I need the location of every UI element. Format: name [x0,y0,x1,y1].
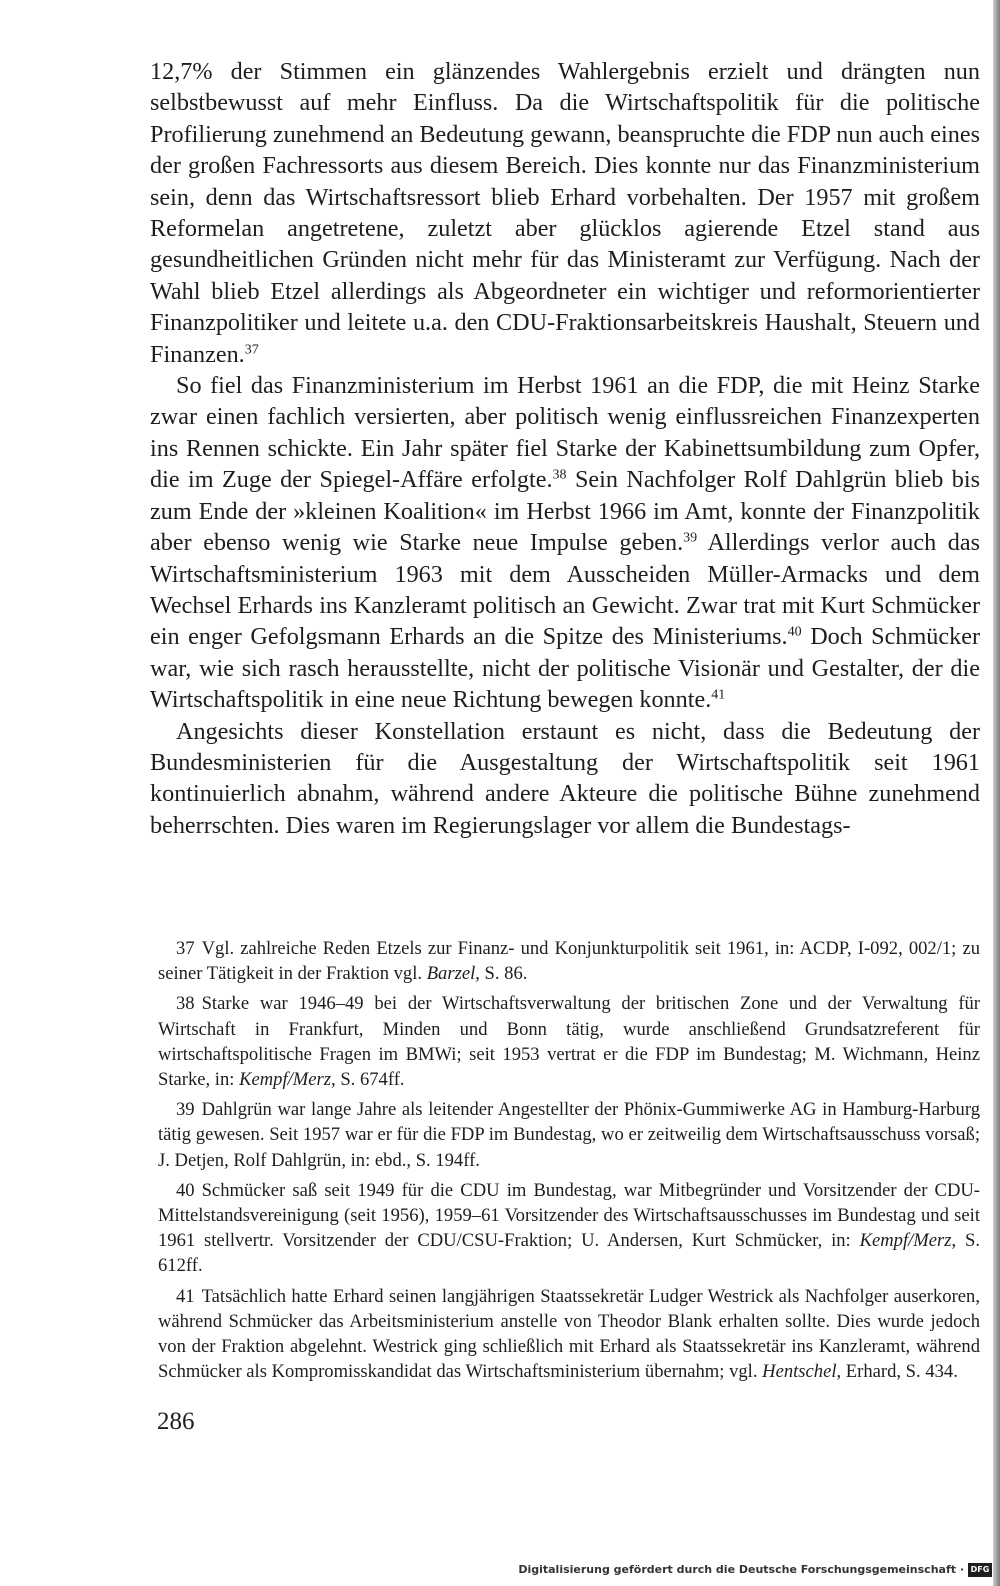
text-run: Starke war 1946–49 bei der Wirtschaftsverwaltung der britischen Zone und der Verwaltung für Wirtschaft in Frankfurt, Minden und Bonn tätig, wurde anschließend Grundsatzreferent für wirtschaftspolitische Fragen im BMWi; seit 1953 vertrat er die FDP im Bundestag; M. Wichmann, Heinz Starke, in: [158,993,980,1091]
footnote-text [158,1099,980,1170]
italic-citation: Hentschel [762,1361,837,1383]
paragraph [150,716,980,842]
footnote-ref: 37 [244,340,259,357]
footnote-text [158,938,980,984]
footnote-text [158,1180,980,1277]
paragraph [150,56,980,370]
footnote-number: 37 [176,938,195,959]
text-run: Dahlgrün war lange Jahre als leitender Angestellter der Phönix-Gummiwerke AG in Hamburg-Harburg tätig gewesen. Seit 1957 war er für die FDP im Bundestag, wo er zeitweilig dem Wirtschaftsausschuss vorsaß; J. Detjen, Rolf Dahlgrün, in: ebd., S. 194ff. [158,1099,980,1171]
text-run: Sein Nachfolger Rolf Dahlgrün blieb bis zum Ende der »kleinen Koalition« im Herbst 1966 im Amt, konnte der Finanzpolitik aber ebenso wenig wie Starke neue Impulse geben. [150,466,980,557]
footnote-text [158,993,980,1090]
italic-citation: Barzel [426,963,476,985]
text-run: So fiel das Finanzministerium im Herbst 1961 an die FDP, die mit Heinz Starke zwar einen fachlich versierten, aber politisch wenig einflussreichen Finanzexperten ins Rennen schickte. Ein Jahr später fiel Starke der Kabinettsumbildung zum Opfer, die im Zuge der Spiegel-Affäre erfolgte. [150,372,980,494]
footnote-ref: 38 [552,466,567,483]
footnote-ref: 39 [683,529,698,546]
footnote-37 [158,936,980,986]
footnote-number: 39 [176,1099,195,1121]
italic-citation: Kempf/Merz [239,1069,332,1091]
paragraph [150,370,980,715]
text-run: Angesichts dieser Konstellation erstaunt es nicht, dass die Bedeutung der Bundesministerien für die Ausgestaltung der Wirtschaftspolitik seit 1961 kontinuierlich abnahm, während andere Akteure die politische Bühne zunehmend beherrschten. Dies waren im Regierungslager vor allem die Bundestags- [150,717,980,839]
footnote-number: 38 [176,993,195,1015]
text-run: , S. 612ff. [158,1230,980,1277]
italic-citation: Kempf/Merz [859,1230,952,1252]
footnote-ref: 40 [787,623,802,640]
main-text [150,56,980,841]
text-run: , Erhard, S. 434. [836,1361,958,1383]
text-run: Doch Schmücker war, wie sich rasch herausstellte, nicht der politische Visionär und Gestalter, der die Wirtschaftspolitik in eine neue Richtung bewegen konnte. [150,623,980,714]
dfg-logo: DFG [968,1563,992,1577]
text-run: 12,7% der Stimmen ein glänzendes Wahlergebnis erzielt und drängten nun selbstbewusst auf mehr Einfluss. Da die Wirtschaftspolitik für die politische Profilierung zunehmend an Bedeutung gewann, beanspruchte die FDP nun auch eines der großen Fachressorts aus diesem Bereich. Dies konnte nur das Finanzministerium sein, denn das Wirtschaftsressort blieb Erhard vorbehalten. Der 1957 mit großem Reformelan angetretene, zuletzt aber glücklos agierende Etzel stand aus gesundheitlichen Gründen nicht mehr für das Ministeramt zur Verfügung. Nach der Wahl blieb Etzel allerdings als Abgeordneter ein wichtiger und reformorientierter Finanzpolitiker und leitete u.a. den CDU-Fraktionsarbeitskreis Haushalt, Steuern und Finanzen. [150,58,980,368]
footnote-40 [158,1178,980,1279]
text-run: , S. 86. [475,963,528,985]
footnote-41 [158,1284,980,1385]
text-run: Schmücker saß seit 1949 für die CDU im Bundestag, war Mitbegründer und Vorsitzender der CDU-Mittelstandsvereinigung (seit 1956), 1959–61 Vorsitzender des Wirtschaftsausschusses im Bundestag und seit 1961 stellvertr. Vorsitzender der CDU/CSU-Fraktion; U. Andersen, Kurt Schmücker, in: [158,1179,980,1252]
footnote-number: 40 [176,1179,195,1201]
footnote-text [158,1286,980,1383]
page-number: 286 [157,1408,195,1435]
page-edge-shadow [993,0,1000,1586]
footnote-38 [158,991,980,1092]
text-run: , S. 674ff. [331,1069,405,1091]
text-run: Allerdings verlor auch das Wirtschaftsministerium 1963 mit dem Ausscheiden Müller-Armacks und dem Wechsel Erhards ins Kanzleramt politisch an Gewicht. Zwar trat mit Kurt Schmücker ein enger Gefolgsmann Erhards an die Spitze des Ministeriums. [150,529,980,651]
footnotes [158,936,980,1389]
text-run: Vgl. zahlreiche Reden Etzels zur Finanz- und Konjunkturpolitik seit 1961, in: ACDP, I-092, 002/1; zu seiner Tätigkeit in der Fraktion vgl. [158,938,980,985]
digitization-credit: Digitalisierung gefördert durch die Deutsche Forschungsgemeinschaft · [518,1563,964,1576]
text-run: Tatsächlich hatte Erhard seinen langjährigen Staatssekretär Ludger Westrick als Nachfolger auserkoren, während Schmücker das Arbeitsministerium anstelle von Theodor Blank erhalten sollte. Dies wurde jedoch von der Fraktion abgelehnt. Westrick ging schließlich mit Erhard als Staatssekretär ins Kanzleramt, während Schmücker als Kompromisskandidat das Wirtschaftsministerium übernahm; vgl. [158,1285,980,1383]
footnote-39 [158,1097,980,1173]
footnote-number: 41 [176,1285,195,1307]
footnote-ref: 41 [711,686,726,703]
